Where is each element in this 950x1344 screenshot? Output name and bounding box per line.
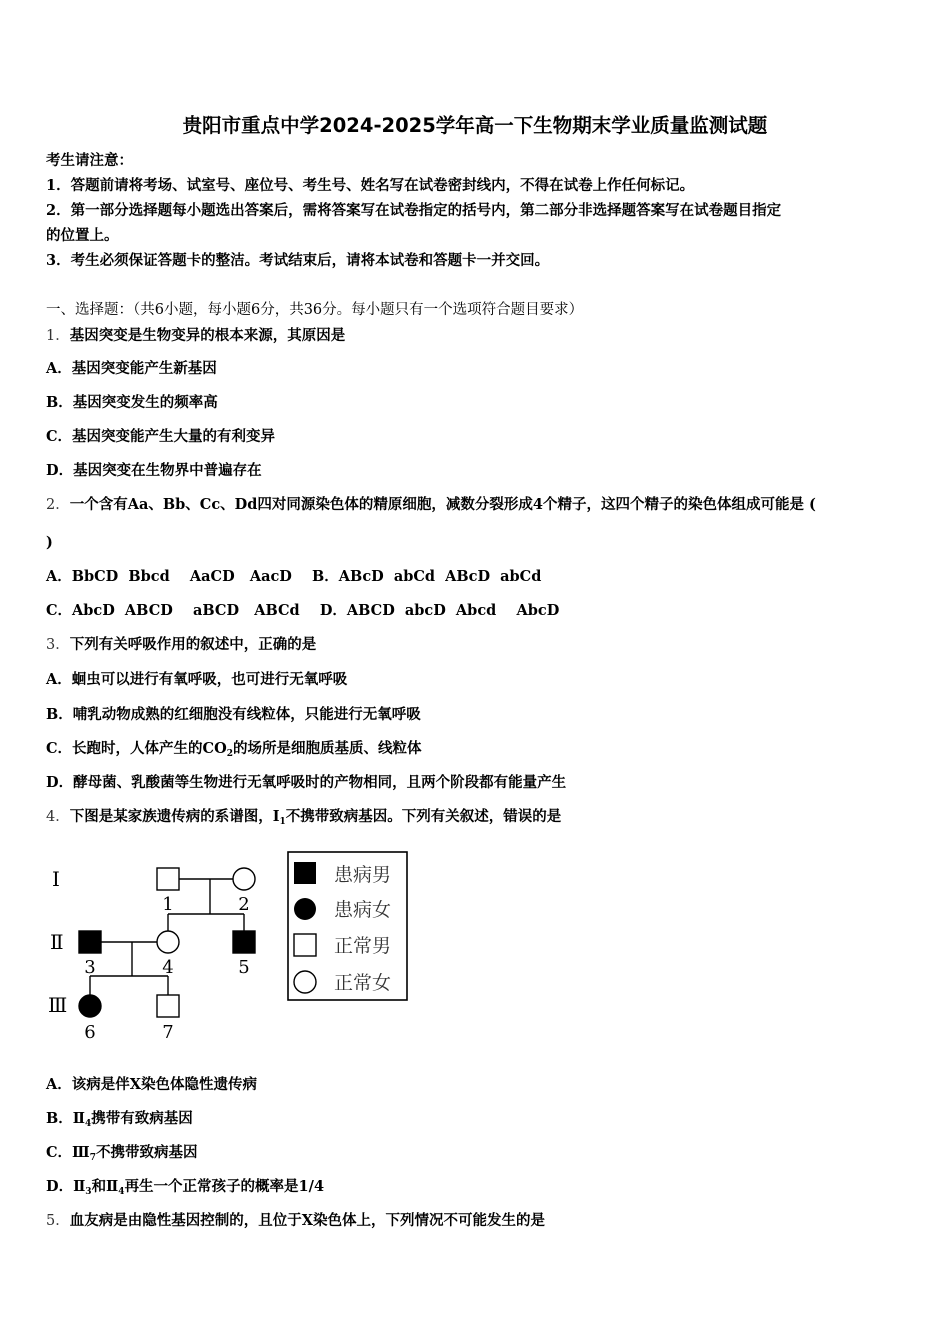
question-2 [46,495,816,515]
q4-option-d: D．$Ⅱ_3$和$Ⅱ_4$再生一个正常孩子的概率是1/4 [46,1178,325,1197]
q3-option-c: C．长跑时，人体产生的$CO_2$的场所是细胞质基质、线粒体 [46,740,422,759]
individual-id-6: 6 [84,1022,96,1043]
q4-option-b: B．$Ⅱ_4$携带有致病基因 [46,1110,193,1129]
q1-option-b: B．基因突变发生的频率高 [46,394,218,411]
question-1 [46,326,345,346]
individual-id-3: 3 [84,957,96,978]
question-number: 2． [46,497,70,513]
notice-heading: 考生请注意： [46,152,133,169]
question-number: 3． [46,637,70,653]
question-stem: 一个含有Aa、Bb、Cc、Dd四对同源染色体的精原细胞，减数分裂形成4个精子，这四个精子的染色体组成可能是 ( [69,496,816,513]
individual-I1-normal-male [157,868,179,890]
notice-item-3: 3．考生必须保证答题卡的整洁。考试结束后，请将本试卷和答题卡一并交回。 [46,252,550,269]
generation-label-3: Ⅲ [48,993,68,1017]
individual-II5-affected-male [233,931,255,953]
individual-II3-affected-male [79,931,101,953]
question-3 [46,635,316,655]
legend-normal-male-label: 正常男 [334,935,392,957]
question-5 [46,1211,545,1231]
section-heading: 一、选择题：（共6小题，每小题6分，共36分。每小题只有一个选项符合题目要求） [46,302,584,318]
individual-III7-normal-male [157,995,179,1017]
notice-item-2-cont: 的位置上。 [46,227,119,244]
question-number: 5． [46,1213,70,1229]
q2-stem-end: ) [46,534,53,551]
notice-item-2: 2．第一部分选择题每小题选出答案后，需将答案写在试卷指定的括号内，第二部分非选择题答案写在试卷题目指定 [46,202,782,219]
individual-III6-affected-female [79,995,101,1017]
legend-affected-male-label: 患病男 [334,864,392,886]
q3-option-a: A．蛔虫可以进行有氧呼吸，也可进行无氧呼吸 [46,671,348,688]
question-stem: 下列有关呼吸作用的叙述中，正确的是 [69,636,317,653]
question-stem: 基因突变是生物变异的根本来源，其原因是 [69,327,346,344]
question-stem: 血友病是由隐性基因控制的，且位于X染色体上，下列情况不可能发生的是 [69,1212,545,1229]
legend-normal-male-icon [294,934,316,956]
q1-option-a: A．基因突变能产生新基因 [46,360,217,377]
individual-id-2: 2 [238,894,250,915]
q3-option-d: D．酵母菌、乳酸菌等生物进行无氧呼吸时的产物相同，且两个阶段都有能量产生 [46,774,567,791]
question-number: 1． [46,328,70,344]
q4-option-c: C．$Ⅲ_7$不携带致病基因 [46,1144,198,1163]
q1-option-d: D．基因突变在生物界中普遍存在 [46,462,262,479]
individual-id-1: 1 [162,894,174,915]
q4-option-a: A．该病是伴X染色体隐性遗传病 [46,1076,257,1093]
legend-affected-female-label: 患病女 [334,899,392,921]
q3-option-b: B．哺乳动物成熟的红细胞没有线粒体，只能进行无氧呼吸 [46,706,421,723]
generation-label-1: Ⅰ [52,867,60,891]
individual-id-4: 4 [162,957,174,978]
notice-item-1: 1．答题前请将考场、试室号、座位号、考生号、姓名写在试卷密封线内，不得在试卷上作任何标记。 [46,177,695,194]
pedigree-chart [44,848,414,1048]
legend-affected-female-icon [294,898,316,920]
page-title: 贵阳市重点中学2024-2025学年高一下生物期末学业质量监测试题 [182,114,768,137]
q2-options-row-2: C．AbcD ABCD aBCD ABCd D．ABCD abcD Abcd AbcD [46,602,560,619]
individual-id-7: 7 [162,1022,174,1043]
legend-affected-male-icon [294,862,316,884]
individual-II4-normal-female [157,931,179,953]
individual-I2-normal-female [233,868,255,890]
question-4: 4．下图是某家族遗传病的系谱图，$Ⅰ_1$不携带致病基因。下列有关叙述，错误的是 [46,808,562,827]
q1-option-c: C．基因突变能产生大量的有利变异 [46,428,276,445]
individual-id-5: 5 [238,957,250,978]
question-number: 4． [46,809,70,825]
generation-label-2: Ⅱ [50,930,64,954]
legend-normal-female-icon [294,971,316,993]
legend-normal-female-label: 正常女 [334,972,392,994]
q2-options-row-1: A．BbCD Bbcd AaCD AacD B．ABcD abCd ABcD abCd [46,568,542,585]
